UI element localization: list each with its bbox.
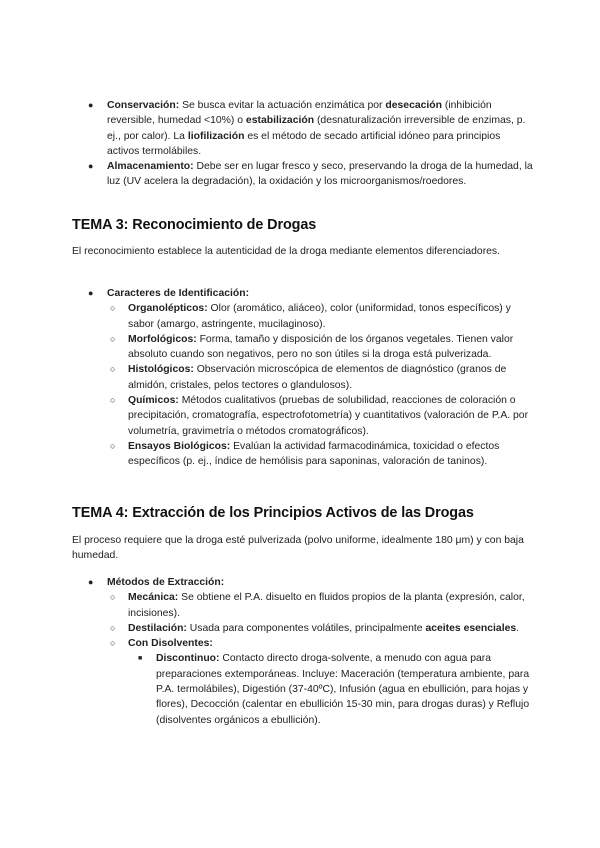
circle-bullet-icon: ○ [110, 333, 116, 344]
item-label: Destilación: [128, 622, 187, 634]
subitem-histologicos [72, 362, 534, 393]
subitem-disolventes [72, 636, 534, 651]
item-text: Debe ser en lugar fresco y seco, preservando la droga de la humedad, la luz (UV acelera la degradación), la oxidación y los microorganismos/roedores. [107, 161, 533, 188]
bullet-icon: ● [88, 100, 94, 110]
item-text: es el método de secado artificial idóneo para principios activos termolábiles. [107, 130, 501, 157]
circle-bullet-icon: ○ [110, 395, 116, 406]
tema3-intro: El reconocimiento establece la autenticidad de la droga mediante elementos diferenciadores. [72, 246, 501, 257]
item-text: Usada para componentes volátiles, principalmente [186, 622, 426, 634]
subitem-morfologicos [72, 332, 534, 363]
item-text: Olor (aromático, aliáceo), color (uniformidad, tonos específicos) y sabor (amargo, astringente, mucilaginoso). [128, 303, 511, 330]
item-bold: estabilización [245, 115, 315, 127]
subitem-discontinuo [72, 651, 534, 727]
item-label: Mecánica: [128, 592, 179, 604]
item-text: Evalúan la actividad farmacodinámica, toxicidad o efectos específicos (p. ej., índice de hemólisis para saponinas, valoración de taninos). [128, 440, 500, 468]
item-label: Químicos: [128, 395, 179, 407]
subitem-mecanica [72, 590, 534, 621]
item-label: Almacenamiento: [107, 161, 194, 173]
square-bullet-icon: ■ [138, 655, 143, 663]
item-label: Caracteres de Identificación: [107, 288, 250, 299]
item-text: . [516, 622, 520, 634]
subitem-quimicos [72, 393, 534, 439]
item-label: Organolépticos: [128, 303, 208, 315]
list-item-caracteres [72, 286, 534, 301]
subitem-destilacion [72, 621, 534, 636]
bullet-icon: ● [88, 161, 94, 172]
item-label: Métodos de Extracción: [107, 577, 225, 588]
item-text: Forma, tamaño y disposición de los órganos vegetales. Tienen valor absoluto cuando son negativos, pero no son útiles si la droga está pulverizada. [128, 333, 514, 361]
item-label: Discontinuo: [156, 653, 220, 665]
item-text: (inhibición reversible, humedad <10%) o [107, 100, 492, 127]
circle-bullet-icon: ○ [110, 622, 116, 633]
tema4-heading: TEMA 4: Extracción de los Principios Activos de las Drogas [72, 505, 474, 521]
tema4-intro: El proceso requiere que la droga esté pulverizada (polvo uniforme, idealmente 180 μm) y con baja humedad. [72, 535, 524, 562]
circle-bullet-icon: ○ [110, 303, 116, 314]
tema4-list [72, 575, 534, 728]
circle-bullet-icon: ○ [110, 364, 116, 375]
item-label: Morfológicos: [128, 333, 197, 345]
item-bold: liofilización [187, 130, 245, 142]
tema3-list [72, 286, 534, 470]
list-item-conservacion [72, 98, 534, 159]
bullet-icon: ● [88, 288, 94, 298]
item-bold: aceites esenciales [425, 622, 517, 634]
item-bold: desecación [385, 100, 442, 111]
item-label: Ensayos Biológicos: [128, 440, 231, 452]
conservation-list [72, 98, 534, 190]
subitem-organolepticos [72, 301, 534, 332]
circle-bullet-icon: ○ [110, 440, 116, 451]
subitem-ensayos-biologicos [72, 439, 534, 470]
item-text: Se busca evitar la actuación enzimática por [179, 100, 386, 111]
item-text: Métodos cualitativos (pruebas de solubilidad, reacciones de coloración o precipitación, cromatografía, espectrofotometría) y cuantitativos (valoración de P.A. por volumetría, gravimetría o métodos cromatográficos). [128, 395, 529, 437]
item-label: Histológicos: [128, 364, 194, 376]
item-text: (desnaturalización irreversible de enzimas, p. ej., por calor). La [107, 115, 526, 142]
tema3-heading: TEMA 3: Reconocimiento de Drogas [72, 217, 317, 233]
circle-bullet-icon: ○ [110, 638, 116, 649]
list-item-metodos [72, 575, 534, 590]
bullet-icon: ● [88, 577, 94, 587]
item-text: Observación microscópica de elementos de diagnóstico (granos de almidón, cristales, pelos tectores o glandulosos). [128, 364, 507, 391]
item-label: Conservación: [107, 100, 180, 111]
item-text: Contacto directo droga-solvente, a menudo con agua para preparaciones extemporáneas. Incluye: Maceración (temperatura ambiente, para P.A. termolábiles), Digestión (37-40ºC), Infusión (agua en ebullición, para hojas y flores), Decocción (calentar en ebullición 15-30 min, para drogas duras) y Reflujo (disolventes orgánicos a ebullición). [156, 653, 530, 726]
item-label: Con Disolventes: [128, 638, 213, 650]
item-text: Se obtiene el P.A. disuelto en fluidos propios de la planta (expresión, calor, incisiones). [128, 592, 525, 619]
list-item-almacenamiento [72, 159, 534, 190]
circle-bullet-icon: ○ [110, 592, 116, 603]
